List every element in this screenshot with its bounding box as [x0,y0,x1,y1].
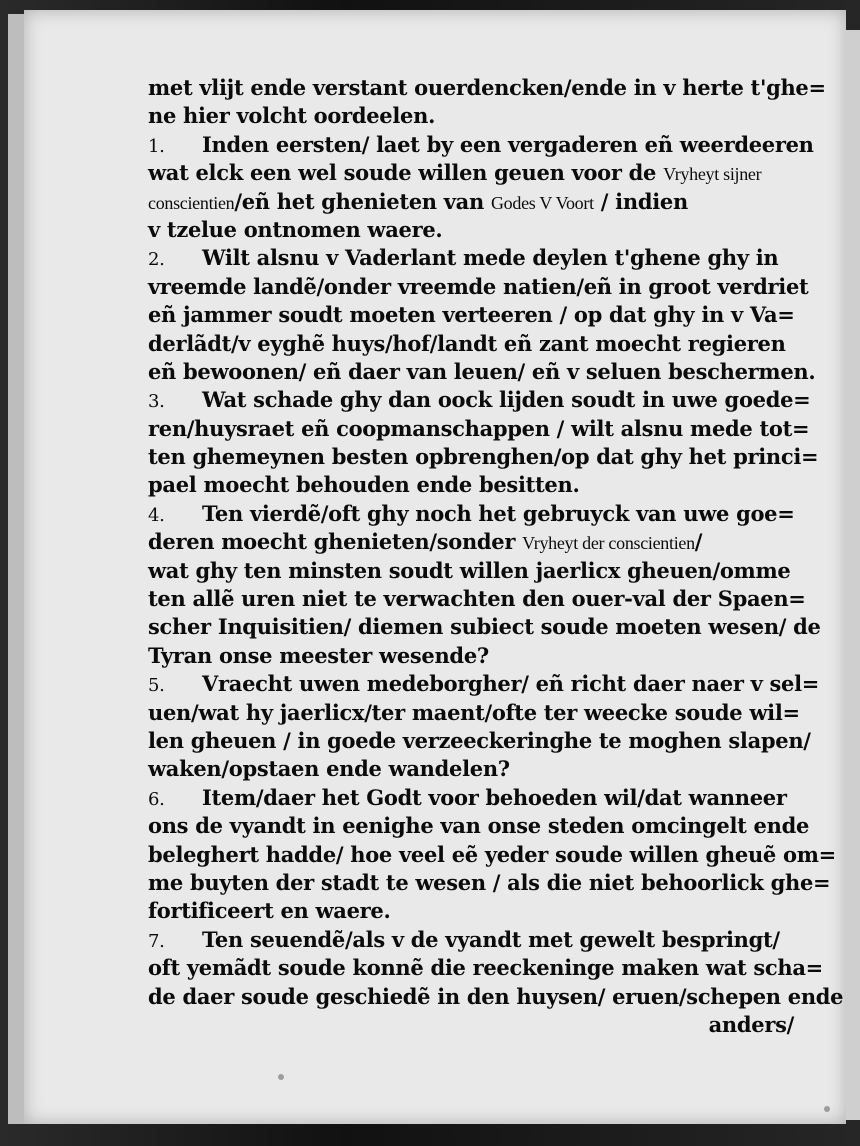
item-number: 3. [148,391,165,413]
text-line: 7. Ten seuendẽ/als v de vyandt met gewelt bespringt/ [148,926,798,954]
text-line: scher Inquisitien/ diemen subiect soude moeten wesen/ de [148,614,821,640]
paper-speck [824,1106,830,1112]
text-line: ons de vyandt in eenighe van onse steden omcingelt ende [148,813,810,839]
text-line: ten allẽ uren niet te verwachten den ouer-val der Spaen= [148,586,806,612]
text-line: ne hier volcht oordeelen. [148,103,436,129]
text-line: derlãdt/v eyghẽ huys/hof/landt eñ zant moecht regieren [148,330,786,356]
text-line: vreemde landẽ/onder vreemde natien/eñ in groot verdriet [148,273,809,299]
roman-type-phrase: Vryheyt sijner [663,164,762,185]
text-line: pael moecht behouden ende besitten. [148,472,580,498]
text-line: ren/huysraet eñ coopmanschappen / wilt alsnu mede tot= [148,415,810,441]
roman-type-phrase: Vryheyt der conscientien [522,533,695,554]
item-number: 5. [148,675,165,697]
text-line: 5. Vraecht uwen medeborgher/ eñ richt daer naer v sel= [148,670,798,698]
item-number: 7. [148,930,165,952]
paper-speck [278,1074,284,1080]
text-line: deren moecht ghenieten/sonder Vryheyt der conscientien/ [148,529,703,555]
text-line: wat ghy ten minsten soudt willen jaerlicx gheuen/omme [148,557,791,583]
text-line: 1. Inden eersten/ laet by een vergaderen eñ weerdeeren [148,131,798,159]
text-line: ten ghemeynen besten opbrenghen/op dat ghy het princi= [148,444,819,470]
item-number: 2. [148,249,165,271]
text-line: wat elck een wel soude willen geuen voor de Vryheyt sijner [148,160,762,186]
item-number: 4. [148,504,165,526]
text-line: uen/wat hy jaerlicx/ter maent/ofte ter weecke soude wil= [148,699,800,725]
text-line: len gheuen / in goede verzeeckeringhe te moghen slapen/ [148,727,811,753]
item-number: 1. [148,135,165,157]
text-line: eñ bewoonen/ eñ daer van leuen/ eñ v seluen beschermen. [148,358,816,384]
roman-type-phrase: conscientien [148,192,235,213]
text-line: conscientien/eñ het ghenieten van Godes V Voort / indien [148,188,688,214]
text-line: 2. Wilt alsnu v Vaderlant mede deylen t'ghene ghy in [148,244,798,272]
text-line: 4. Ten vierdẽ/oft ghy noch het gebruyck van uwe goe= [148,500,798,528]
text-line: eñ jammer soudt moeten verteeren / op dat ghy in v Va= [148,302,795,328]
text-line: beleghert hadde/ hoe veel eẽ yeder soude willen gheuẽ om= [148,841,836,867]
text-line: me buyten der stadt te wesen / als die niet behoorlick ghe= [148,869,831,895]
next-page-edge [846,30,860,1120]
text-line: 6. Item/daer het Godt voor behoeden wil/dat wanneer [148,784,798,812]
text-line: oft yemãdt soude konnẽ die reeckeninge maken wat scha= [148,955,823,981]
text-line: waken/opstaen ende wandelen? [148,756,510,782]
page-text [148,74,844,1039]
text-line: Tyran onse meester wesende? [148,642,489,668]
roman-type-phrase: Godes V Voort [490,192,594,213]
text-line: fortificeert en waere. [148,898,391,924]
text-line: de daer soude geschiedẽ in den huysen/ eruen/schepen ende [148,983,844,1009]
catchword: anders/ [708,1011,794,1037]
text-line: met vlijt ende verstant ouerdencken/ende in v herte t'ghe= [148,75,826,100]
item-number: 6. [148,788,165,810]
text-line: 3. Wat schade ghy dan oock lijden soudt in uwe goede= [148,386,798,414]
text-line: v tzelue ontnomen waere. [148,216,443,242]
